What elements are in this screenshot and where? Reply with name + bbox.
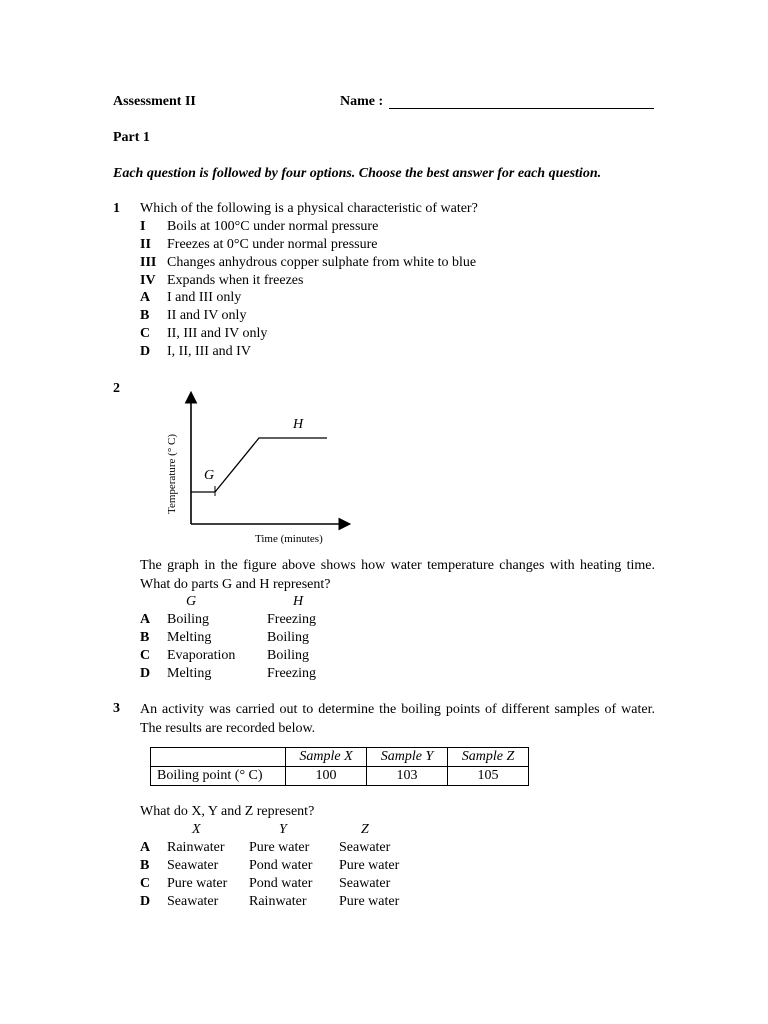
column-header-x: X [192,822,201,837]
question-prompt: What do X, Y and Z represent? [140,804,315,819]
option-z: Pure water [339,894,400,909]
option-letter: C [140,876,151,891]
question-stem-text: An activity was carried out to determine the boiling points of different samples of water. The results are recorded below. [140,702,655,736]
statement-numeral: I [140,219,146,234]
option-y: Rainwater [249,894,307,909]
option-text: II and IV only [167,308,247,323]
column-header-g: G [186,594,197,609]
assessment-title: Assessment II [113,94,196,109]
question-number: 1 [113,201,120,216]
table-cell: 103 [367,767,448,786]
label-h: H [293,417,304,432]
boiling-point-table [150,747,529,786]
option-x: Rainwater [167,840,225,855]
option-x: Seawater [167,894,219,909]
option-h: Freezing [267,612,316,627]
option-letter: A [140,840,151,855]
option-letter: D [140,666,151,681]
option-text: I, II, III and IV [167,344,251,359]
option-letter: B [140,858,150,873]
option-z: Seawater [339,876,391,891]
table-header-cell: Sample Y [367,748,448,767]
table-cell: 105 [448,767,529,786]
question-number: 3 [113,701,120,716]
part-label: Part 1 [113,130,150,145]
table-cell: 100 [286,767,367,786]
x-axis-label: Time (minutes) [255,533,323,545]
option-g: Evaporation [167,648,236,663]
option-z: Pure water [339,858,400,873]
statement-text: Changes anhydrous copper sulphate from white to blue [167,255,477,270]
table-header-row [151,748,529,767]
statement-text: Expands when it freezes [167,273,304,288]
question-stem [140,557,655,594]
statement-numeral: II [140,237,151,252]
option-z: Seawater [339,840,391,855]
option-x: Pure water [167,876,228,891]
column-header-z: Z [361,822,369,837]
question-stem-text: The graph in the figure above shows how water temperature changes with heating time. What do parts G and H represent? [140,558,655,592]
question-stem: Which of the following is a physical characteristic of water? [140,201,478,216]
option-text: I and III only [167,290,242,305]
column-header-y: Y [279,822,287,837]
option-letter: D [140,894,151,909]
table-header-cell: Sample Z [448,748,529,767]
question-number: 2 [113,381,120,396]
option-letter: A [140,612,151,627]
instructions: Each question is followed by four options. Choose the best answer for each question. [113,166,602,181]
option-y: Pond water [249,876,313,891]
question-stem [140,701,655,738]
table-row [151,767,529,786]
option-h: Boiling [267,648,310,663]
option-y: Pure water [249,840,310,855]
option-g: Melting [167,666,212,681]
statement-text: Boils at 100°C under normal pressure [167,219,379,234]
option-x: Seawater [167,858,219,873]
option-g: Boiling [167,612,210,627]
option-letter: C [140,648,151,663]
option-h: Boiling [267,630,310,645]
option-text: II, III and IV only [167,326,268,341]
name-label: Name : [340,94,384,109]
option-h: Freezing [267,666,316,681]
statement-numeral: IV [140,273,156,288]
table-row-label: Boiling point (° C) [151,767,286,786]
option-letter: B [140,630,150,645]
label-g: G [204,468,215,483]
column-header-h: H [293,594,304,609]
temperature-curve [191,438,327,492]
option-letter: C [140,326,151,341]
table-corner-cell [151,748,286,767]
option-g: Melting [167,630,212,645]
option-y: Pond water [249,858,313,873]
statement-text: Freezes at 0°C under normal pressure [167,237,378,252]
option-letter: B [140,308,150,323]
name-blank-line [389,108,654,109]
table-header-cell: Sample X [286,748,367,767]
statement-numeral: III [140,255,157,270]
y-axis-label: Temperature (° C) [166,434,178,514]
option-letter: A [140,290,151,305]
option-letter: D [140,344,151,359]
